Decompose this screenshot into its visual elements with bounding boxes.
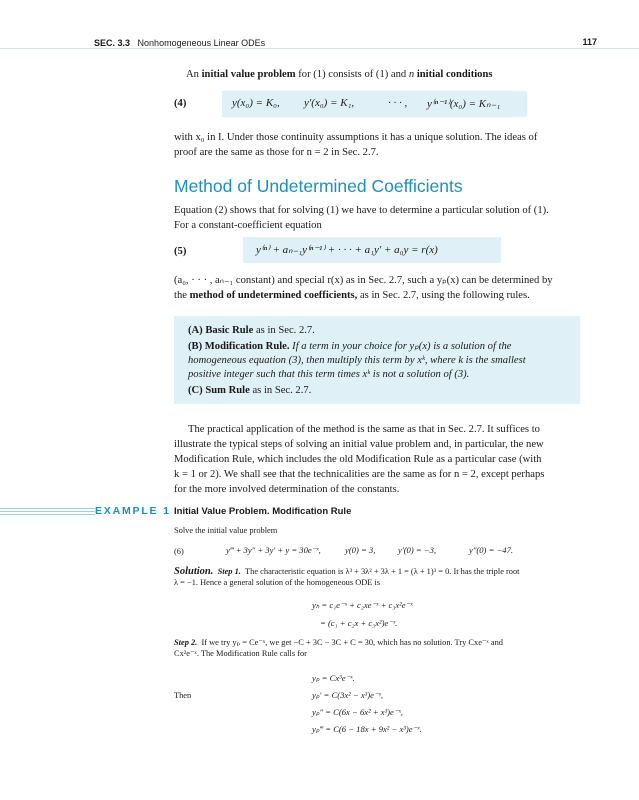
yp-trial: yₚ = Cx³e⁻ˣ. [312,673,355,683]
rule-a-text: as in Sec. 2.7. [255,325,315,336]
intro-text: An [186,69,199,80]
section-paragraph [174,203,584,233]
term-undetermined-coefficients: method of undetermined coefficients, [189,290,358,301]
practical-line-2: illustrate the typical steps of solving an initial value problem and, in particular, the new [174,439,544,450]
example-title: Initial Value Problem. Modification Rule [174,506,352,517]
intro-paragraph [186,67,493,82]
rule-b-line-2-text: homogeneous equation (3), then multiply this term by xᵏ, where k is the smallest [188,355,526,366]
step-2-line-2: Cx²e⁻ˣ. The Modification Rule calls for [174,649,307,658]
after-eq5-paragraph [174,273,584,303]
rule-a-title: (A) Basic Rule [188,325,254,336]
example-label: EXAMPLE 1 [95,505,171,517]
practical-line-4: k = 1 or 2). We shall see that the technicalities are the same as for n = 2, except perhaps [174,469,545,480]
intro-text-mid: for (1) consists of (1) and [298,69,407,80]
after-eq4-line-2: proof are the same as those for n = 2 in Sec. 2.7. [174,147,379,158]
eq5-label: (5) [174,246,187,257]
rule-b-line-3-text: positive integer such that this term times xᵏ is not a solution of (3). [188,369,470,380]
example-bar-top [0,508,95,509]
step-1-label: Step 1. [217,567,241,576]
eq5-text: y⁽ⁿ⁾ + aₙ₋₁y⁽ⁿ⁻¹⁾ + · · · + a₁y′ + a₀y = r(x) [256,244,438,256]
then-label: Then [174,691,192,700]
rule-c-text: as in Sec. 2.7. [252,385,312,396]
header-section-number: SEC. 3.3 [94,38,131,48]
solution-step-2 [174,637,594,659]
header-section-title: Nonhomogeneous Linear ODEs [137,38,266,48]
section-line-2: For a constant-coefficient equation [174,220,322,231]
eq6-ic-2: y′(0) = −3, [398,545,437,555]
practical-line-3: Modification Rule, which includes the old Modification Rule as a particular case (with [174,454,542,465]
yh-line-1: yₕ = c₁e⁻ˣ + c₂xe⁻ˣ + c₃x²e⁻ˣ [312,600,413,610]
step-2-line-1: If we try yₚ = Ce⁻ˣ, we get −C + 3C − 3C + C = 30, which has no solution. Try Cxe⁻ˣ and [201,638,503,647]
after-eq5-pre: the [174,290,187,301]
intro-n: n [408,69,415,80]
page-number: 117 [582,37,597,47]
practical-paragraph [174,422,584,497]
rule-c-title: (C) Sum Rule [188,385,250,396]
after-eq5-post: as in Sec. 2.7, using the following rules. [359,290,530,301]
rules-box [174,316,580,404]
header-rule [0,48,639,49]
rule-b [188,340,568,354]
after-eq5-line-2 [174,288,584,303]
eq4-part-3: · · · , [388,97,408,109]
rule-b-line-1: If a term in your choice for yₚ(x) is a solution of the [292,341,512,352]
rule-b-title: (B) Modification Rule. [188,341,290,352]
solution-step-1 [174,566,594,588]
rule-b-line-3 [188,368,568,382]
eq6-ic-3: y″(0) = −47. [469,545,514,555]
running-header [94,38,265,48]
eq4-part-2: y′(x₀) = K₁, [304,97,355,109]
term-initial-conditions: initial conditions [416,69,493,80]
eq6-ode: y‴ + 3y″ + 3y′ + y = 30e⁻ˣ, [226,545,321,555]
after-eq4-line-1: with x₀ in I. Under those continuity assumptions it has a unique solution. The ideas of [174,132,538,143]
term-initial-value-problem: initial value problem [201,69,296,80]
solution-label: Solution. [174,566,214,577]
eq4-part-4: y⁽ⁿ⁻¹⁾(x₀) = Kₙ₋₁ [427,98,501,110]
rule-b-line-2 [188,354,568,368]
eq6-ic-1: y(0) = 3, [345,545,376,555]
after-eq5-line-1: (a₀, · · · , aₙ₋₁ constant) and special r(x) as in Sec. 2.7, such a yₚ(x) can be determined by [174,275,553,286]
step-1-line-2: λ = −1. Hence a general solution of the homogeneous ODE is [174,578,381,587]
step-2-label: Step 2. [174,638,198,647]
section-heading: Method of Undetermined Coefficients [174,176,463,196]
yp-second-derivative: yₚ″ = C(6x − 6x² + x³)e⁻ˣ, [312,707,403,717]
step-1-line-1: The characteristic equation is λ³ + 3λ² + 3λ + 1 = (λ + 1)³ = 0. It has the triple root [245,567,520,576]
section-line-1: Equation (2) shows that for solving (1) we have to determine a particular solution of (1). [174,205,549,216]
rule-c [188,384,568,398]
yp-first-derivative: yₚ′ = C(3x² − x³)e⁻ˣ, [312,690,384,700]
practical-line-5: for the more involved determination of the constants. [174,484,400,495]
yh-line-2: = (c₁ + c₂x + c₃x²)e⁻ˣ. [320,618,398,628]
example-bar-mid [0,511,95,512]
eq4-part-1: y(x₀) = K₀, [232,97,280,109]
eq4-label: (4) [174,98,187,109]
example-intro: Solve the initial value problem [174,526,278,535]
yp-third-derivative: yₚ‴ = C(6 − 18x + 9x² − x³)e⁻ˣ. [312,724,422,734]
eq6-label: (6) [174,547,184,556]
example-bar-bottom [0,514,95,515]
practical-line-1: The practical application of the method is the same as that in Sec. 2.7. It suffices to [188,424,540,435]
after-eq4-paragraph [174,130,584,160]
rule-a [188,324,568,338]
